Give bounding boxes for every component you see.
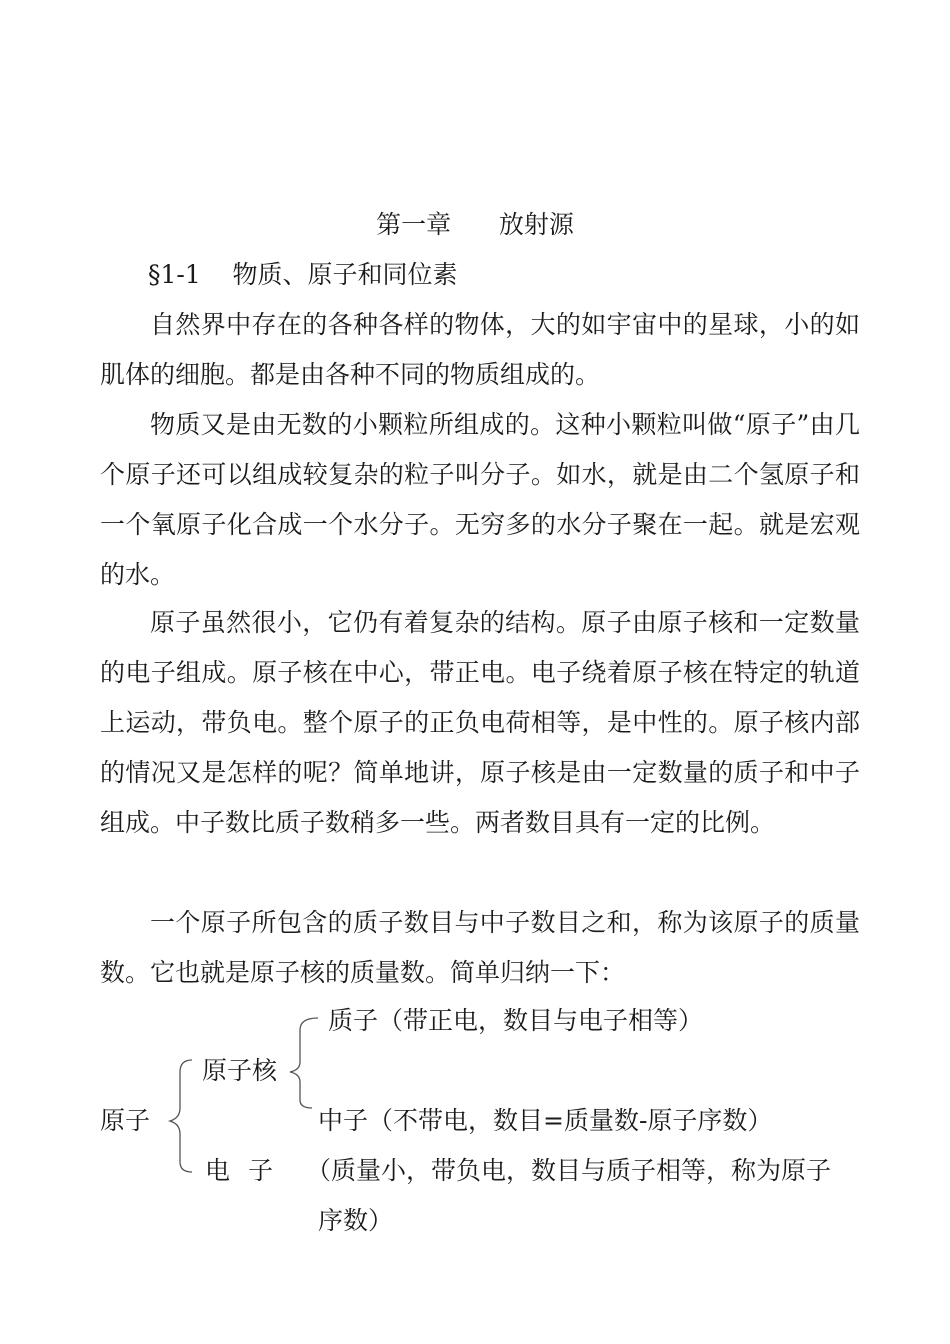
paragraph-4: 一个原子所包含的质子数目与中子数目之和，称为该原子的质量数。它也就是原子核的质量数。简单归纳一下： [100,908,860,987]
paragraph-3: 原子虽然很小，它仍有着复杂的结构。原子由原子核和一定数量的电子组成。原子核在中心，带正电。电子绕着原子核在特定的轨道上运动，带负电。整个原子的正负电荷相等，是中性的。原子核内部的情况又是怎样的呢？简单地讲，原子核是由一定数量的质子和中子组成。中子数比质子数稍多一些。两者数目具有一定的比例。 [100,608,860,837]
neutron-label: 中子（不带电，数目=质量数-原子序数） [318,1106,773,1135]
paragraph-1: 自然界中存在的各种各样的物体，大的如宇宙中的星球，小的如肌体的细胞。都是由各种不同的物质组成的。 [100,310,860,389]
atom-brace [170,1060,192,1172]
nucleus-label: 原子核 [202,1056,278,1085]
chapter-title: 第一章 放射源 [376,210,574,239]
atom-label: 原子 [100,1106,151,1135]
nucleus-brace [290,1018,318,1108]
proton-label: 质子（带正电，数目与电子相等） [328,1006,704,1035]
electron-label: 电子 [205,1156,292,1185]
electron-description: （质量小，带负电，数目与质子相等，称为原子 [306,1156,832,1185]
section-title: §1-1 物质、原子和同位素 [148,260,458,289]
paragraph-2: 物质又是由无数的小颗粒所组成的。这种小颗粒叫做“原子”由几个原子还可以组成较复杂的粒子叫分子。如水，就是由二个氢原子和一个氧原子化合成一个水分子。无穷多的水分子聚在一起。就是宏观的水。 [100,410,860,589]
electron-description-continued: 序数） [318,1206,394,1235]
